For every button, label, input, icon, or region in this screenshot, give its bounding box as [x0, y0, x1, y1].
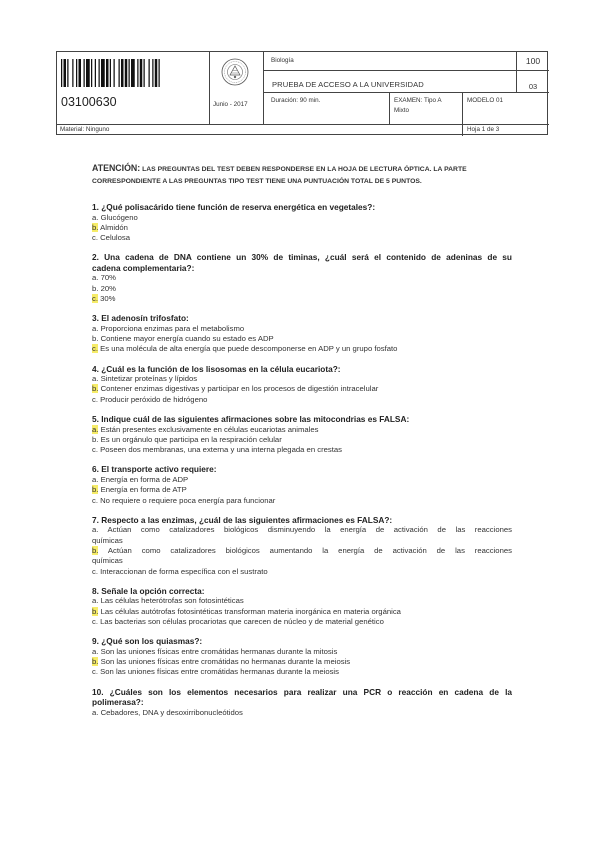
option-letter: c.: [92, 394, 98, 404]
header-divider: [462, 92, 463, 136]
exam-duration: Duración: 90 min.: [271, 97, 321, 104]
answer-option: [92, 425, 512, 435]
question-text: 7. Respecto a las enzimas, ¿cuál de las siguientes afirmaciones es FALSA?:: [92, 514, 393, 525]
option-letter-highlighted: a.: [92, 424, 99, 434]
question-text: 8. Señale la opción correcta:: [92, 585, 205, 596]
option-text: Cebadores, DNA y desoxirribonucleótidos: [100, 707, 243, 717]
question-6: [92, 464, 512, 505]
option-letter: a.: [92, 273, 99, 283]
answer-option: [92, 485, 512, 495]
answer-option: [92, 647, 512, 657]
option-text: Almidón: [100, 222, 128, 232]
header-divider: [263, 92, 549, 93]
barcode-bar: [95, 59, 96, 87]
barcode-bar: [99, 59, 100, 87]
page-number: Hoja 1 de 3: [467, 126, 500, 133]
option-text: Proporciona enzimas para el metabolismo: [100, 323, 245, 333]
option-letter: a.: [92, 525, 99, 535]
option-letter-highlighted: c.: [92, 344, 98, 354]
answer-option: [92, 567, 512, 577]
answer-option: [92, 284, 512, 294]
option-letter-highlighted: b.: [92, 485, 99, 495]
option-letter-highlighted: b.: [92, 384, 99, 394]
barcode-bar: [121, 59, 124, 87]
option-letter-highlighted: b.: [92, 545, 99, 555]
attention-line: LAS PREGUNTAS DEL TEST DEBEN RESPONDERSE EN LA HOJA DE LECTURA ÓPTICA. LA PARTE: [142, 166, 467, 173]
question-text: 6. El transporte activo requiere:: [92, 464, 217, 475]
question-text: 4. ¿Cuál es la función de los lisosomas en la célula eucariota?:: [92, 363, 341, 374]
question-text: 3. El adenosín trifosfato:: [92, 313, 189, 324]
exam-code: 03: [528, 82, 538, 91]
header-divider: [389, 92, 390, 124]
option-letter: b.: [92, 434, 99, 444]
barcode-bar: [79, 59, 82, 87]
barcode-bar: [72, 59, 73, 87]
answer-option: [92, 607, 512, 617]
barcode-bar: [91, 59, 92, 87]
barcode-bar: [101, 59, 105, 87]
option-text: Son las uniones físicas entre cromátidas no hermanas durante la meiosis: [100, 657, 351, 667]
option-text: Las células heterótrofas son fotosintéticas: [100, 596, 244, 606]
question-2: [92, 252, 512, 304]
option-letter: b.: [92, 334, 99, 344]
answer-option: [92, 223, 512, 233]
option-letter-highlighted: b.: [92, 606, 99, 616]
question-8: [92, 586, 512, 627]
answer-option: [92, 475, 512, 485]
answer-option: [92, 435, 512, 445]
barcode-bar: [137, 59, 138, 87]
answer-option-continuation: químicas: [92, 535, 123, 545]
barcode-bar: [84, 59, 85, 87]
option-letter: a.: [92, 323, 99, 333]
option-text: Actúan como catalizadores biológicos aumentando la energía de activación de las reacciones: [107, 545, 512, 555]
question-1: [92, 202, 512, 243]
answer-option: [92, 294, 512, 304]
option-text: Contener enzimas digestivas y participar en los procesos de digestión intracelular: [100, 384, 379, 394]
option-letter: c.: [92, 233, 98, 243]
question-text: 2. Una cadena de DNA contiene un 30% de timinas, ¿cuál será el contenido de adeninas de su: [92, 252, 512, 263]
option-text: Interaccionan de forma específica con el sustrato: [100, 566, 268, 576]
answer-option: [92, 213, 512, 223]
question-5: [92, 414, 512, 455]
answer-option: [92, 334, 512, 344]
option-text: Es una molécula de alta energía que puede descomponerse en ADP y un grupo fosfato: [100, 344, 398, 354]
answer-option: [92, 496, 512, 506]
header-divider: [209, 52, 210, 124]
exam-title: PRUEBA DE ACCESO A LA UNIVERSIDAD: [272, 80, 424, 89]
barcode-bar: [131, 59, 135, 87]
header-divider: [263, 52, 264, 124]
barcode-bar: [110, 59, 111, 87]
option-letter: a.: [92, 374, 99, 384]
option-text: 30%: [100, 293, 116, 303]
answer-option-continuation: químicas: [92, 556, 123, 566]
exam-content: [92, 162, 512, 718]
barcode-bar: [114, 59, 115, 87]
exam-header: [56, 51, 548, 135]
subject-name: Biología: [271, 57, 294, 64]
attention-notice: [92, 162, 512, 188]
option-letter: a.: [92, 646, 99, 656]
barcode-bar: [64, 59, 67, 87]
header-divider: [57, 124, 549, 125]
barcode-bar: [140, 59, 143, 87]
question-7: [92, 515, 512, 577]
answer-option: [92, 273, 512, 283]
option-letter: a.: [92, 707, 99, 717]
barcode-bar: [119, 59, 120, 87]
option-text: Poseen dos membranas, una externa y una interna plegada en crestas: [100, 445, 343, 455]
barcode-bar: [159, 59, 160, 87]
option-text: Son las uniones físicas entre cromátidas hermanas durante la mitosis: [100, 646, 338, 656]
option-text: Actúan como catalizadores biológicos disminuyendo la energía de activación de las reacciones: [107, 525, 512, 535]
exam-model: MODELO 01: [467, 97, 504, 104]
answer-option: [92, 445, 512, 455]
option-letter: c.: [92, 667, 98, 677]
option-text: Producir peróxido de hidrógeno: [100, 394, 208, 404]
question-text: 10. ¿Cuáles son los elementos necesarios para realizar una PCR o reacción en cadena de la: [92, 686, 512, 697]
option-letter: c.: [92, 566, 98, 576]
question-4: [92, 364, 512, 405]
option-letter-highlighted: c.: [92, 293, 98, 303]
question-text: 1. ¿Qué polisacárido tiene función de reserva energética en vegetales?:: [92, 202, 376, 212]
option-letter-highlighted: b.: [92, 657, 99, 667]
barcode-bar: [144, 59, 145, 87]
question-text: polimerasa?:: [92, 697, 144, 708]
option-text: Energía en forma de ATP: [100, 485, 187, 495]
barcode-bar: [67, 59, 68, 87]
barcode-bar: [149, 59, 150, 87]
option-letter: c.: [92, 495, 98, 505]
attention-line: CORRESPONDIENTE A LAS PREGUNTAS TIPO TEST TIENE UNA PUNTUACIÓN TOTAL DE 5 PUNTOS.: [92, 178, 422, 185]
option-letter: a.: [92, 596, 99, 606]
option-letter: a.: [92, 212, 99, 222]
option-text: Las células autótrofas fotosintéticas transforman materia inorgánica en materia orgánica: [100, 606, 401, 616]
option-text: Celulosa: [100, 233, 131, 243]
barcode-bar: [125, 59, 128, 87]
attention-lead: ATENCIÓN:: [92, 163, 141, 173]
answer-option: [92, 344, 512, 354]
option-text: 20%: [100, 283, 116, 293]
option-letter: a.: [92, 474, 99, 484]
barcode: [61, 59, 205, 87]
option-letter: c.: [92, 445, 98, 455]
exam-type-mode: Mixto: [394, 107, 410, 114]
option-letter: c.: [92, 616, 98, 626]
barcode-bar: [86, 59, 90, 87]
answer-option: [92, 596, 512, 606]
option-text: No requiere o requiere poca energía para funcionar: [100, 495, 276, 505]
question-3: [92, 313, 512, 354]
option-letter-highlighted: b.: [92, 222, 99, 232]
question-text: 9. ¿Qué son los quiasmas?:: [92, 636, 203, 647]
answer-option: [92, 395, 512, 405]
option-text: Sintetizar proteínas y lípidos: [100, 374, 198, 384]
answer-option: [92, 657, 512, 667]
answer-option: [92, 708, 512, 718]
allowed-material: Material: Ninguno: [60, 126, 110, 133]
barcode-number: 03100630: [61, 95, 117, 109]
barcode-bar: [61, 59, 62, 87]
barcode-bar: [76, 59, 77, 87]
barcode-bar: [129, 59, 130, 87]
answer-option: [92, 546, 512, 556]
option-text: Las bacterias son células procariotas que carecen de núcleo y de material genético: [100, 616, 384, 626]
option-text: Glucógeno: [100, 212, 138, 222]
question-text: cadena complementaria?:: [92, 262, 195, 273]
option-text: 70%: [100, 273, 116, 283]
option-letter: b.: [92, 283, 99, 293]
answer-option: [92, 324, 512, 334]
answer-option: [92, 617, 512, 627]
question-9: [92, 636, 512, 677]
option-text: Contiene mayor energía cuando su estado es ADP: [100, 334, 274, 344]
option-text: Energía en forma de ADP: [100, 474, 189, 484]
option-text: Es un orgánulo que participa en la respiración celular: [100, 434, 282, 444]
question-10: [92, 687, 512, 718]
barcode-bar: [152, 59, 153, 87]
barcode-bar: [106, 59, 109, 87]
answer-option: [92, 233, 512, 243]
barcode-bar: [155, 59, 158, 87]
header-divider: [263, 70, 549, 71]
answer-option: [92, 667, 512, 677]
option-text: Están presentes exclusivamente en células eucariotas animales: [100, 424, 319, 434]
exam-type: EXAMEN: Tipo A: [394, 97, 442, 104]
question-text: 5. Indique cuál de las siguientes afirmaciones sobre las mitocondrias es FALSA:: [92, 414, 410, 425]
answer-option: [92, 374, 512, 384]
subject-code: 100: [525, 56, 541, 66]
university-seal-icon: [221, 58, 249, 86]
option-text: Son las uniones físicas entre cromátidas hermanas durante la meiosis: [100, 667, 339, 677]
answer-option: [92, 384, 512, 394]
answer-option: [92, 525, 512, 535]
exam-date: Junio - 2017: [213, 101, 248, 108]
